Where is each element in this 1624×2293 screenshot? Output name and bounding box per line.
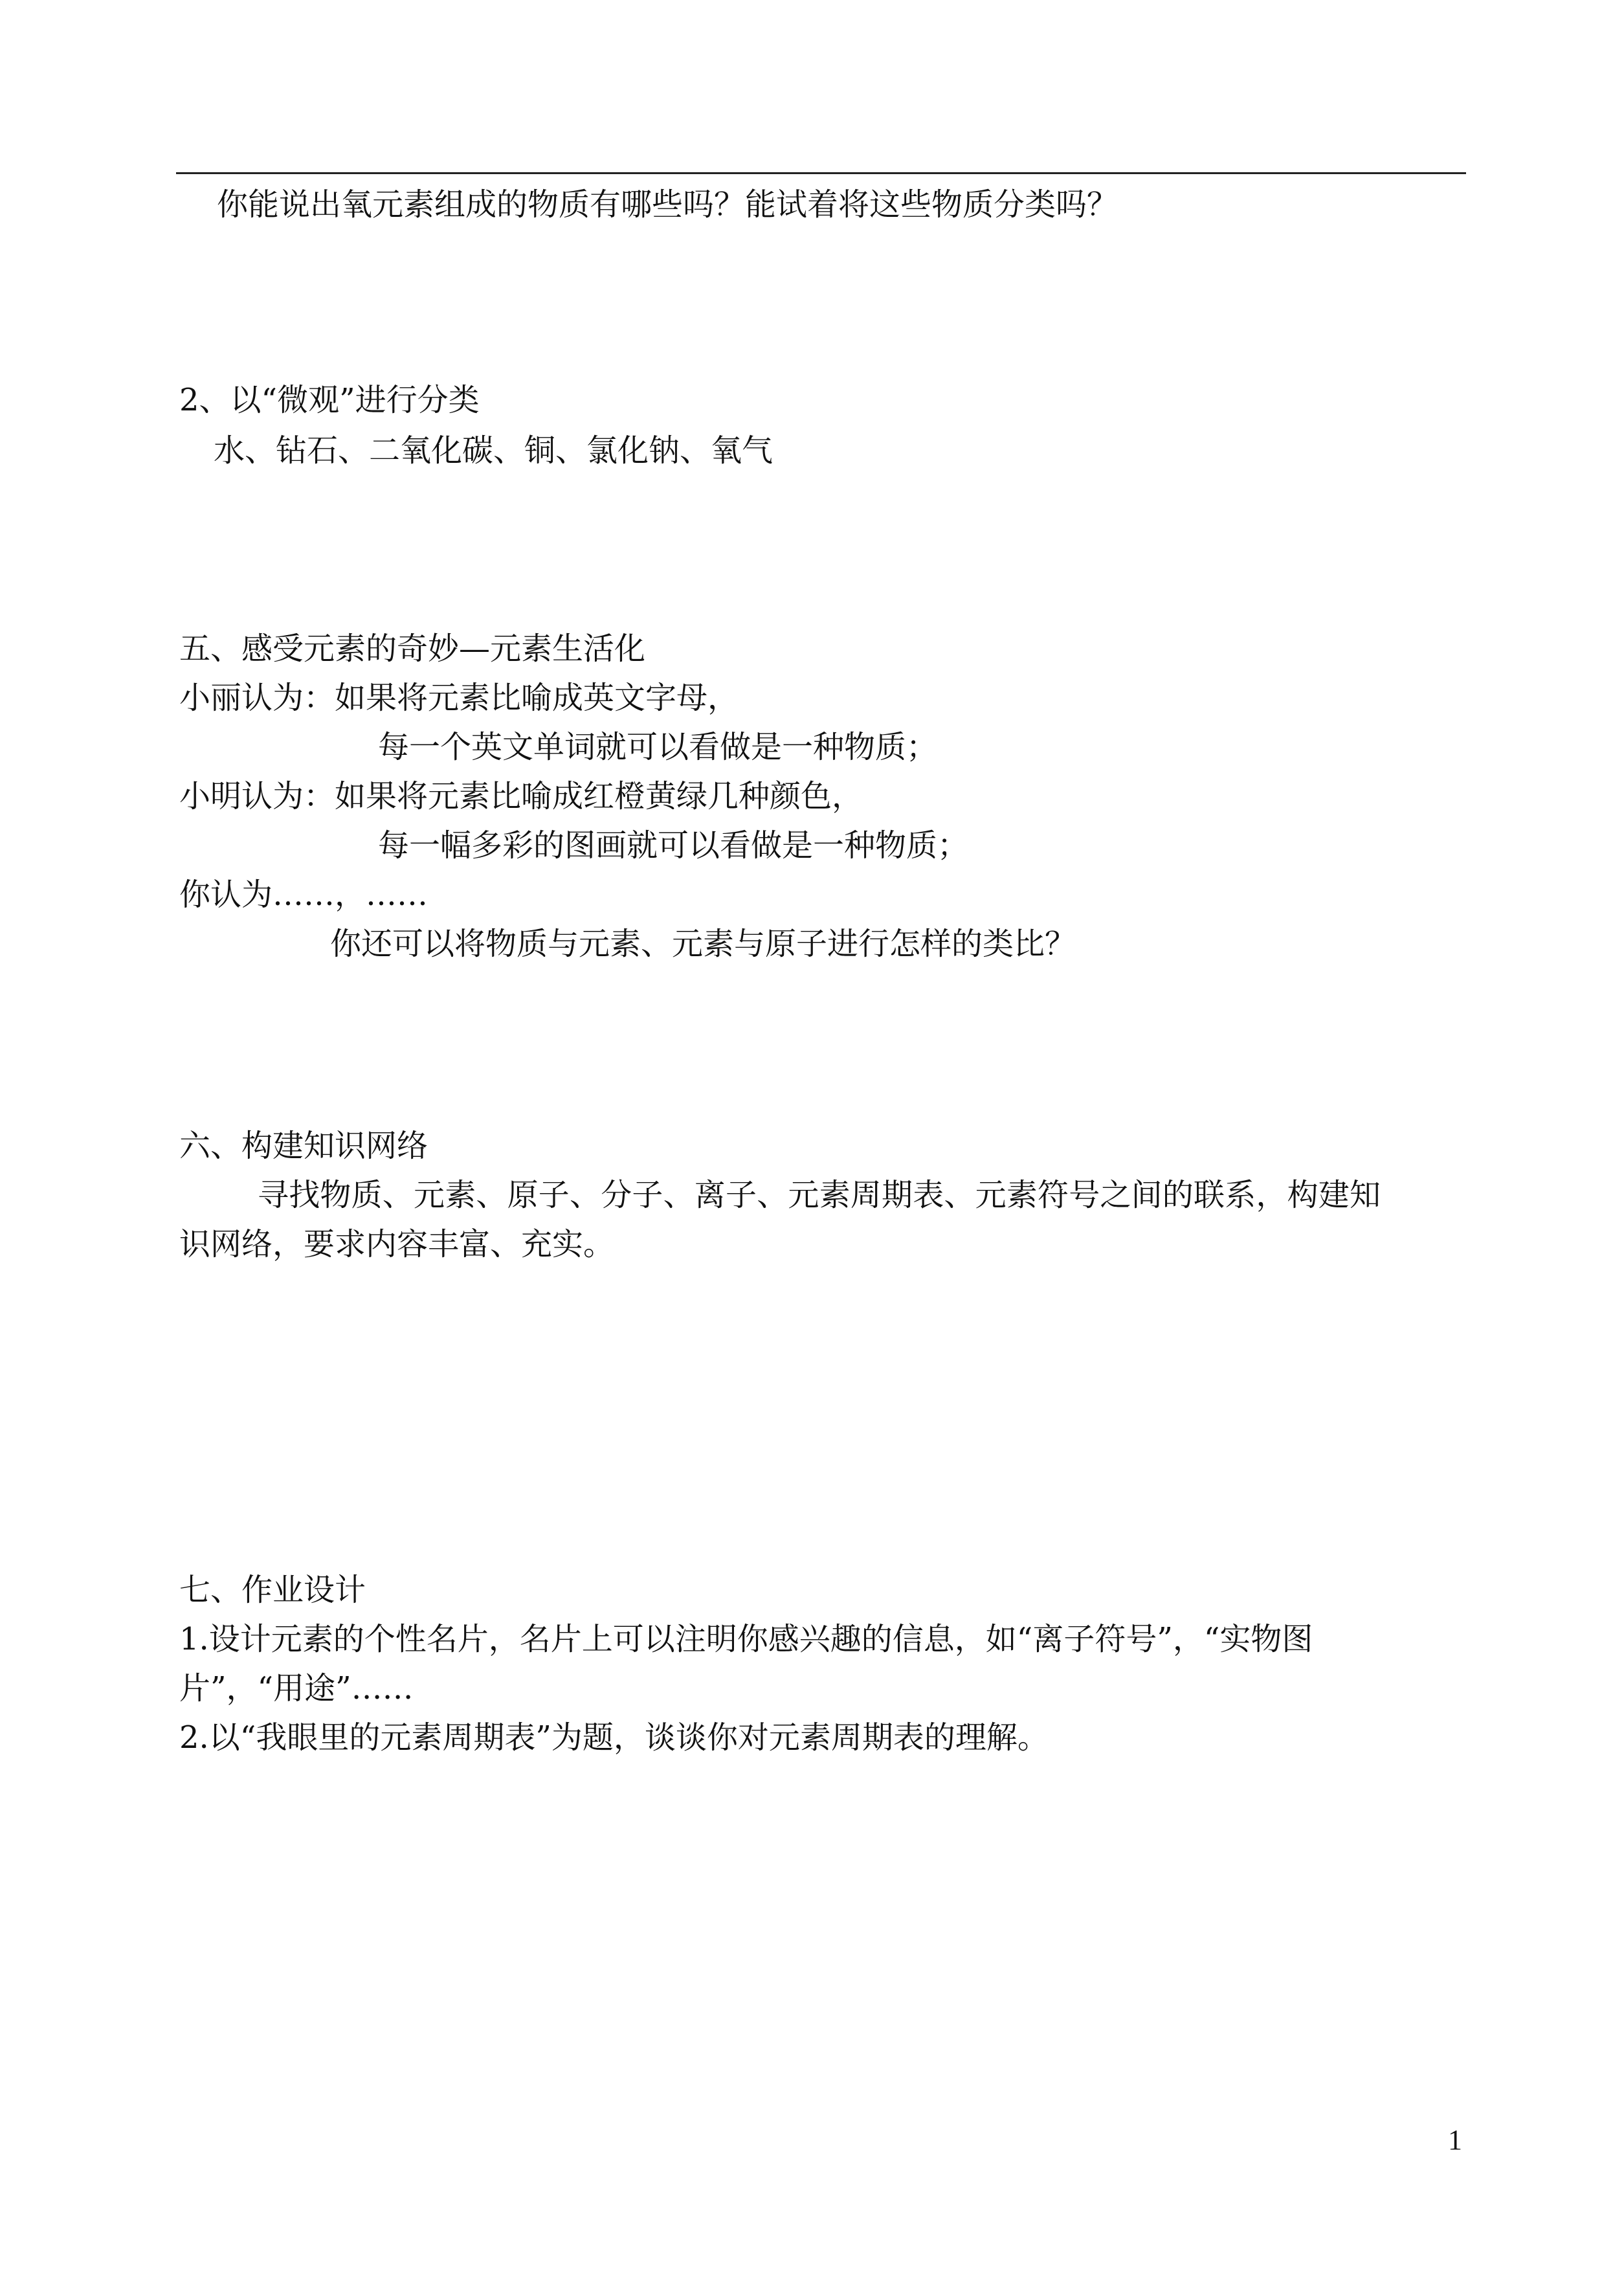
- homework-item2: 2.以“我眼里的元素周期表”为题，谈谈你对元素周期表的理解。: [179, 1719, 1049, 1756]
- intro-question: 你能说出氧元素组成的物质有哪些吗？能试着将这些物质分类吗？: [217, 186, 1118, 223]
- analogy-question: 你还可以将物质与元素、元素与原子进行怎样的类比？: [330, 926, 1076, 962]
- section7-heading: 七、作业设计: [179, 1572, 366, 1608]
- xiaoli-line1: 小丽认为：如果将元素比喻成英文字母，: [179, 680, 739, 716]
- micro-heading: 2、以“微观”进行分类: [179, 382, 480, 418]
- section6-paragraph-line2: 识网络，要求内容丰富、充实。: [179, 1226, 615, 1262]
- xiaoming-line1: 小明认为：如果将元素比喻成红橙黄绿几种颜色，: [179, 778, 863, 814]
- section6-heading: 六、构建知识网络: [179, 1128, 428, 1164]
- section6-paragraph-line1: 寻找物质、元素、原子、分子、离子、元素周期表、元素符号之间的联系，构建知: [258, 1177, 1381, 1213]
- xiaoli-line2: 每一个英文单词就可以看做是一种物质；: [378, 729, 938, 765]
- xiaoming-line2: 每一幅多彩的图画就可以看做是一种物质；: [378, 827, 969, 864]
- page-number: 1: [1448, 2124, 1462, 2156]
- header-rule: [176, 172, 1466, 174]
- homework-item1-line2: 片”，“用途”……: [179, 1670, 414, 1706]
- section5-heading: 五、感受元素的奇妙—元素生活化: [179, 631, 646, 667]
- homework-item1-line1: 1.设计元素的个性名片，名片上可以注明你感兴趣的信息，如“离子符号”，“实物图: [179, 1621, 1313, 1657]
- micro-items: 水、钻石、二氧化碳、铜、氯化钠、氧气: [214, 432, 773, 469]
- you-think-line: 你认为……，……: [179, 877, 428, 913]
